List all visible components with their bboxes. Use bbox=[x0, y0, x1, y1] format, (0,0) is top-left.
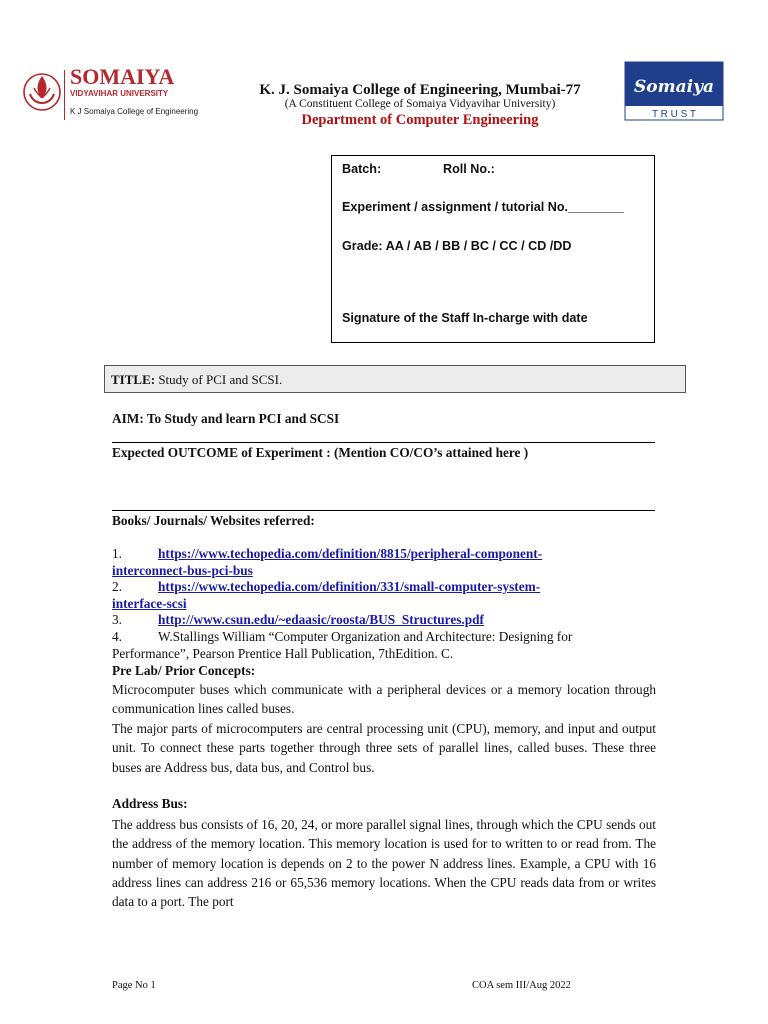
right-logo-brand: Somaiya bbox=[634, 77, 714, 97]
prelab-paragraph: Microcomputer buses which communicate with a peripheral devices or a memory location through communication lines called buses. bbox=[112, 682, 656, 717]
address-bus-heading: Address Bus: bbox=[112, 796, 188, 811]
title-label: TITLE: bbox=[111, 372, 156, 387]
page-number: Page No 1 bbox=[112, 980, 156, 991]
prelab-paragraph: The major parts of microcomputers are central processing unit (CPU), memory, and input and output unit. To connect these parts together through three sets of parallel lines, called buses. These three buses are Address bus, data bus, and Control bus. bbox=[112, 721, 656, 775]
batch-label: Batch: bbox=[342, 162, 382, 176]
reference-item: 4. W.Stallings William “Computer Organization and Architecture: Designing for Performance”, Pearson Prentice Hall Publication, 7thEdition. C. bbox=[112, 629, 573, 661]
department-name: Department of Computer Engineering bbox=[301, 112, 539, 128]
college-affiliation: (A Constituent College of Somaiya Vidyavihar University) bbox=[284, 98, 556, 110]
reference-link[interactable]: interconnect-bus-pci-bus bbox=[112, 562, 253, 578]
title-bar bbox=[104, 365, 686, 393]
left-logo-sub: VIDYAVIHAR UNIVERSITY bbox=[70, 89, 169, 98]
expected-outcome: Expected OUTCOME of Experiment : (Mention CO/CO’s attained here ) bbox=[112, 445, 529, 460]
roll-label: Roll No.: bbox=[443, 162, 495, 176]
left-logo-brand: SOMAIYA bbox=[70, 64, 175, 89]
experiment-info-box bbox=[331, 155, 655, 343]
divider-line bbox=[112, 442, 655, 443]
college-name: K. J. Somaiya College of Engineering, Mumbai-77 bbox=[259, 82, 581, 98]
signature-label: Signature of the Staff In-charge with date bbox=[342, 311, 588, 325]
right-logo-sub: T R U S T bbox=[651, 109, 697, 120]
reference-item: 1. https://www.techopedia.com/definition/8815/peripheral-component- interconnect-bus-pci-bus bbox=[112, 546, 543, 578]
reference-link[interactable]: interface-scsi bbox=[112, 595, 187, 611]
grade-label: Grade: AA / AB / BB / BC / CC / CD /DD bbox=[342, 239, 572, 253]
prelab-heading: Pre Lab/ Prior Concepts: bbox=[112, 663, 256, 678]
reference-link[interactable]: https://www.techopedia.com/definition/331/small-computer-system- bbox=[158, 579, 541, 594]
footer-course: COA sem III/Aug 2022 bbox=[472, 980, 571, 991]
address-bus-paragraph: The address bus consists of 16, 20, 24, or more parallel signal lines, through which the CPU sends out the address of the memory location. This memory location is used for to written to or read from. The number of memory location is depends on 2 to the power N address lines. Example, a CPU with 16 address lines can address 216 or 65,536 memory locations. When the CPU reads data from or writes data to a port. The port bbox=[112, 817, 656, 910]
somaiya-university-logo bbox=[22, 62, 222, 126]
reference-item: 3. http://www.csun.edu/~edaasic/roosta/BUS_Structures.pdf bbox=[112, 612, 484, 627]
reference-item: 2. https://www.techopedia.com/definition/331/small-computer-system- interface-scsi bbox=[112, 579, 541, 611]
divider-line bbox=[112, 510, 655, 511]
reference-link[interactable]: http://www.csun.edu/~edaasic/roosta/BUS_Structures.pdf bbox=[158, 612, 484, 627]
reference-link[interactable]: https://www.techopedia.com/definition/8815/peripheral-component- bbox=[158, 546, 543, 561]
books-heading: Books/ Journals/ Websites referred: bbox=[112, 513, 315, 528]
title-text: Study of PCI and SCSI. bbox=[155, 372, 283, 387]
left-logo-college: K J Somaiya College of Engineering bbox=[70, 107, 199, 116]
aim-text: AIM: To Study and learn PCI and SCSI bbox=[112, 411, 340, 426]
experiment-number-label: Experiment / assignment / tutorial No.________ bbox=[342, 200, 625, 214]
